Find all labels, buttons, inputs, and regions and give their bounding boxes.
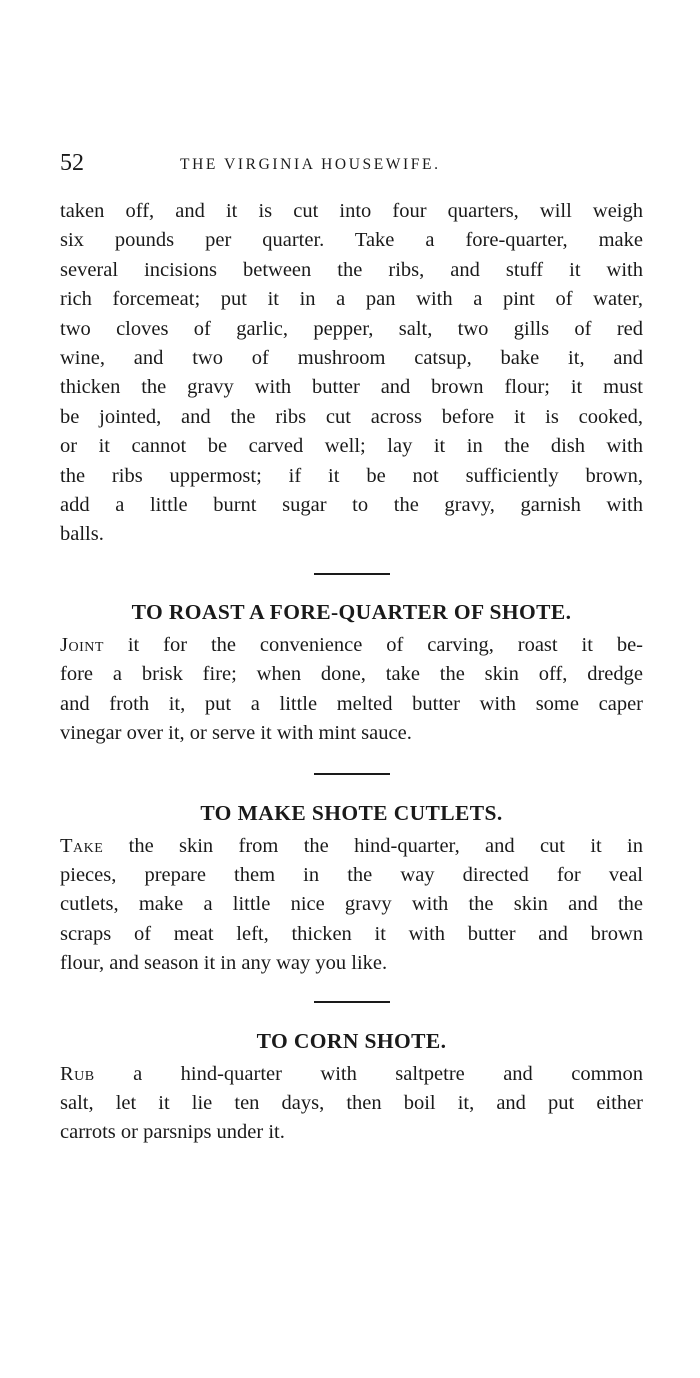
lead-word: Joint (60, 633, 104, 656)
text-line: be jointed, and the ribs cut across before it is cooked, (60, 405, 643, 428)
text-line: taken off, and it is cut into four quarters, will weigh (60, 200, 643, 222)
text-line (60, 1060, 643, 1089)
text-line: two cloves of garlic, pepper, salt, two gills of red (60, 317, 643, 340)
recipe-body (60, 832, 643, 979)
section-divider (314, 1001, 390, 1003)
lead-word: Take (60, 834, 104, 857)
text-line: add a little burnt sugar to the gravy, garnish with (60, 494, 643, 517)
text-line: thicken the gravy with butter and brown flour; it must (60, 376, 643, 399)
section-divider (314, 773, 390, 775)
text-line: cutlets, make a little nice gravy with the skin and the (60, 893, 643, 916)
running-title: THE VIRGINIA HOUSEWIFE. (180, 156, 441, 173)
text-line: carrots or parsnips under it. (60, 1121, 285, 1144)
text-line: salt, let it lie ten days, then boil it, and put either (60, 1091, 643, 1114)
text-line: several incisions between the ribs, and stuff it with (60, 258, 643, 281)
text-line: balls. (60, 523, 104, 546)
text-line: wine, and two of mushroom catsup, bake it, and (60, 347, 643, 370)
text-line (60, 631, 643, 660)
text-line (60, 832, 643, 861)
line-text: it for the convenience of carving, roast it be- (103, 633, 643, 656)
lead-word: Rub (60, 1062, 95, 1085)
text-line: six pounds per quarter. Take a fore-quarter, make (60, 229, 643, 252)
line-text: the skin from the hind-quarter, and cut it in (103, 834, 643, 857)
recipe-title: TO MAKE SHOTE CUTLETS. (200, 800, 503, 825)
text-line: or it cannot be carved well; lay it in the dish with (60, 435, 643, 458)
recipe-body (60, 1060, 643, 1148)
section-divider (314, 573, 390, 575)
text-line: rich forcemeat; put it in a pan with a pint of water, (60, 288, 643, 311)
running-head (60, 150, 645, 180)
text-line: fore a brisk fire; when done, take the skin off, dredge (60, 663, 643, 686)
line-text: a hind-quarter with saltpetre and common (94, 1062, 643, 1085)
text-line: and froth it, put a little melted butter with some caper (60, 692, 643, 715)
recipe-body (60, 631, 643, 749)
continuation-paragraph (60, 197, 643, 550)
page-content (60, 197, 643, 1148)
text-line: the ribs uppermost; if it be not sufficiently brown, (60, 464, 643, 487)
text-line: scraps of meat left, thicken it with butter and brown (60, 922, 643, 945)
recipe-title: TO CORN SHOTE. (256, 1028, 447, 1053)
page-number: 52 (60, 150, 84, 176)
text-line: flour, and season it in any way you like. (60, 952, 388, 975)
text-line: vinegar over it, or serve it with mint sauce. (60, 722, 412, 745)
recipe-title: TO ROAST A FORE-QUARTER OF SHOTE. (131, 599, 572, 624)
text-line: pieces, prepare them in the way directed for veal (60, 863, 643, 886)
